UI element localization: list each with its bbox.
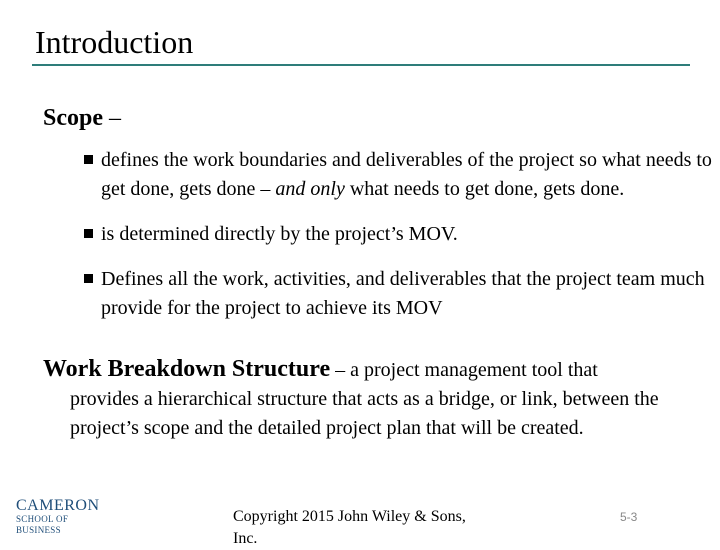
bullet-item — [84, 265, 720, 323]
wbs-lead: – a project management tool that — [330, 359, 598, 381]
wbs-description: provides a hierarchical structure that acts as a bridge, or link, between the project’s scope and the detailed project plan that will be created. — [70, 388, 659, 439]
wbs-paragraph — [43, 355, 713, 443]
square-bullet-icon — [84, 229, 93, 238]
bullet-item — [84, 146, 720, 204]
bullet-text: is determined directly by the project’s MOV. — [101, 223, 458, 245]
logo-name: CAMERON — [16, 497, 100, 514]
scope-dash: – — [103, 105, 121, 131]
bullet-emphasis: and only — [275, 178, 345, 200]
copyright-notice: Copyright 2015 John Wiley & Sons, Inc. — [233, 508, 466, 547]
bullet-text: defines the work boundaries and deliverables of the project so what needs to get done, gets done – and only what needs to get done, gets done. — [101, 149, 712, 200]
cameron-school-logo — [16, 497, 100, 535]
square-bullet-icon — [84, 274, 93, 283]
logo-subtitle: SCHOOL OF BUSINESS — [16, 514, 69, 535]
title-divider — [32, 64, 690, 66]
bullet-item — [84, 220, 720, 249]
scope-term: Scope — [43, 105, 103, 131]
slide-title: Introduction — [35, 24, 194, 60]
square-bullet-icon — [84, 155, 93, 164]
scope-heading — [43, 103, 121, 133]
slide-number: 5-3 — [620, 510, 638, 524]
bullet-text: Defines all the work, activities, and deliverables that the project team much provide for the project to achieve its MOV — [101, 268, 705, 319]
scope-bullet-list — [84, 146, 720, 339]
wbs-term: Work Breakdown Structure — [43, 356, 331, 382]
